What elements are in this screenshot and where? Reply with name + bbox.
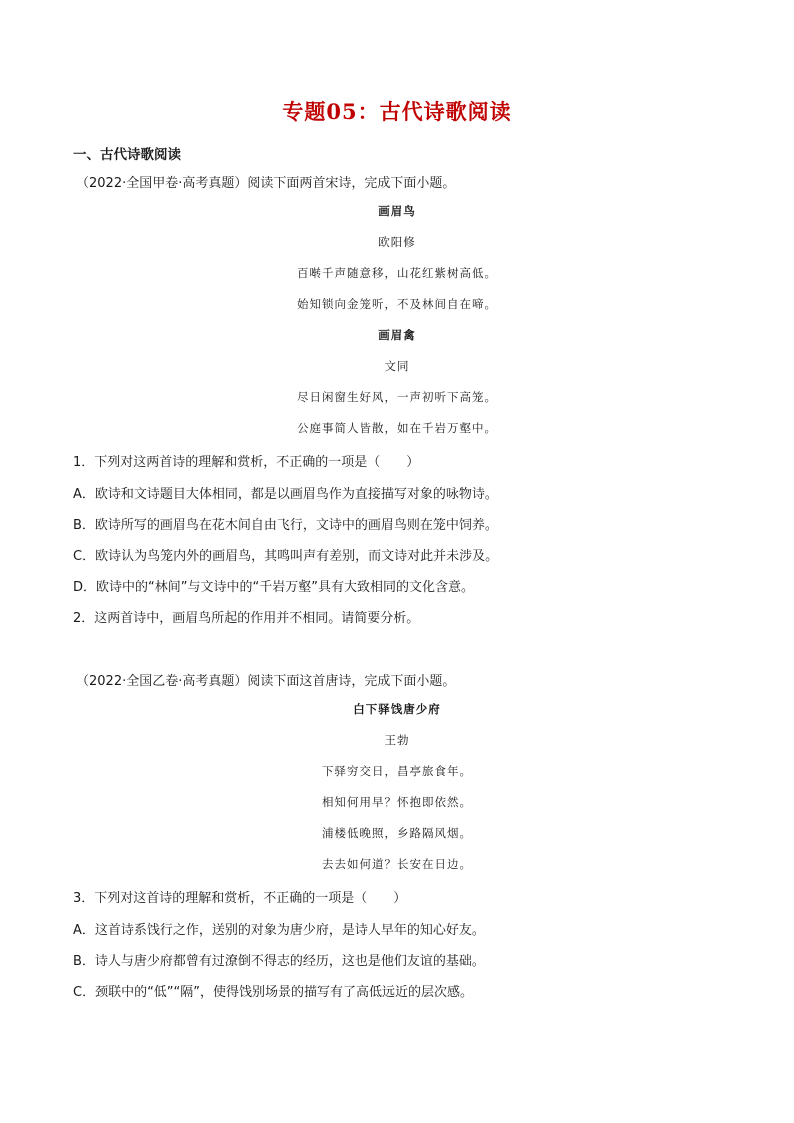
poem1-line: 始知锁向金笼听，不及林间自在啼。	[297, 297, 497, 311]
page-title: 专题05：古代诗歌阅读	[282, 99, 512, 124]
question-1-option: A．欧诗和文诗题目大体相同，都是以画眉鸟作为直接描写对象的咏物诗。	[73, 487, 498, 502]
question-3-option: B．诗人与唐少府都曾有过潦倒不得志的经历，这也是他们友谊的基础。	[73, 954, 485, 969]
question-2-stem: 2．这两首诗中，画眉鸟所起的作用并不相同。请简要分析。	[73, 611, 420, 626]
poem3-line: 相知何用早？怀抱即依然。	[322, 795, 472, 809]
group1-intro: （2022·全国甲卷·高考真题）阅读下面两首宋诗，完成下面小题。	[76, 176, 456, 191]
poem1-line: 百啭千声随意移，山花红紫树高低。	[297, 266, 497, 280]
poem3-line: 去去如何道？长安在日边。	[322, 857, 472, 871]
question-1-option: D．欧诗中的“林间”与文诗中的“千岩万壑”具有大致相同的文化含意。	[73, 580, 474, 595]
poem2-line: 尽日闲窗生好风，一声初听下高笼。	[297, 390, 497, 404]
poem3-line: 浦楼低晚照，乡路隔风烟。	[322, 826, 472, 840]
poem2-line: 公庭事简人皆散，如在千岩万壑中。	[297, 421, 497, 435]
poem2-title: 画眉禽	[378, 328, 416, 342]
poem2-author: 文同	[384, 359, 410, 373]
poem1-author: 欧阳修	[378, 235, 416, 249]
section-heading: 一、古代诗歌阅读	[73, 147, 181, 163]
question-3-option: A．这首诗系饯行之作，送别的对象为唐少府，是诗人早年的知心好友。	[73, 923, 485, 938]
group2-intro: （2022·全国乙卷·高考真题）阅读下面这首唐诗，完成下面小题。	[76, 674, 456, 689]
question-3-option: C．颈联中的“低”“隔”，使得饯别场景的描写有了高低远近的层次感。	[73, 985, 474, 1000]
poem3-author: 王勃	[384, 733, 410, 747]
question-1-option: C．欧诗认为鸟笼内外的画眉鸟，其鸣叫声有差别，而文诗对此并未涉及。	[73, 549, 499, 564]
poem1-title: 画眉鸟	[378, 204, 416, 218]
question-1-stem: 1．下列对这两首诗的理解和赏析，不正确的一项是（ ）	[73, 455, 420, 470]
poem3-title: 白下驿饯唐少府	[353, 702, 441, 716]
poem3-line: 下驿穷交日，昌亭旅食年。	[322, 764, 472, 778]
question-3-stem: 3．下列对这首诗的理解和赏析，不正确的一项是（ ）	[73, 891, 407, 906]
question-1-option: B．欧诗所写的画眉鸟在花木间自由飞行，文诗中的画眉鸟则在笼中饲养。	[73, 518, 498, 533]
